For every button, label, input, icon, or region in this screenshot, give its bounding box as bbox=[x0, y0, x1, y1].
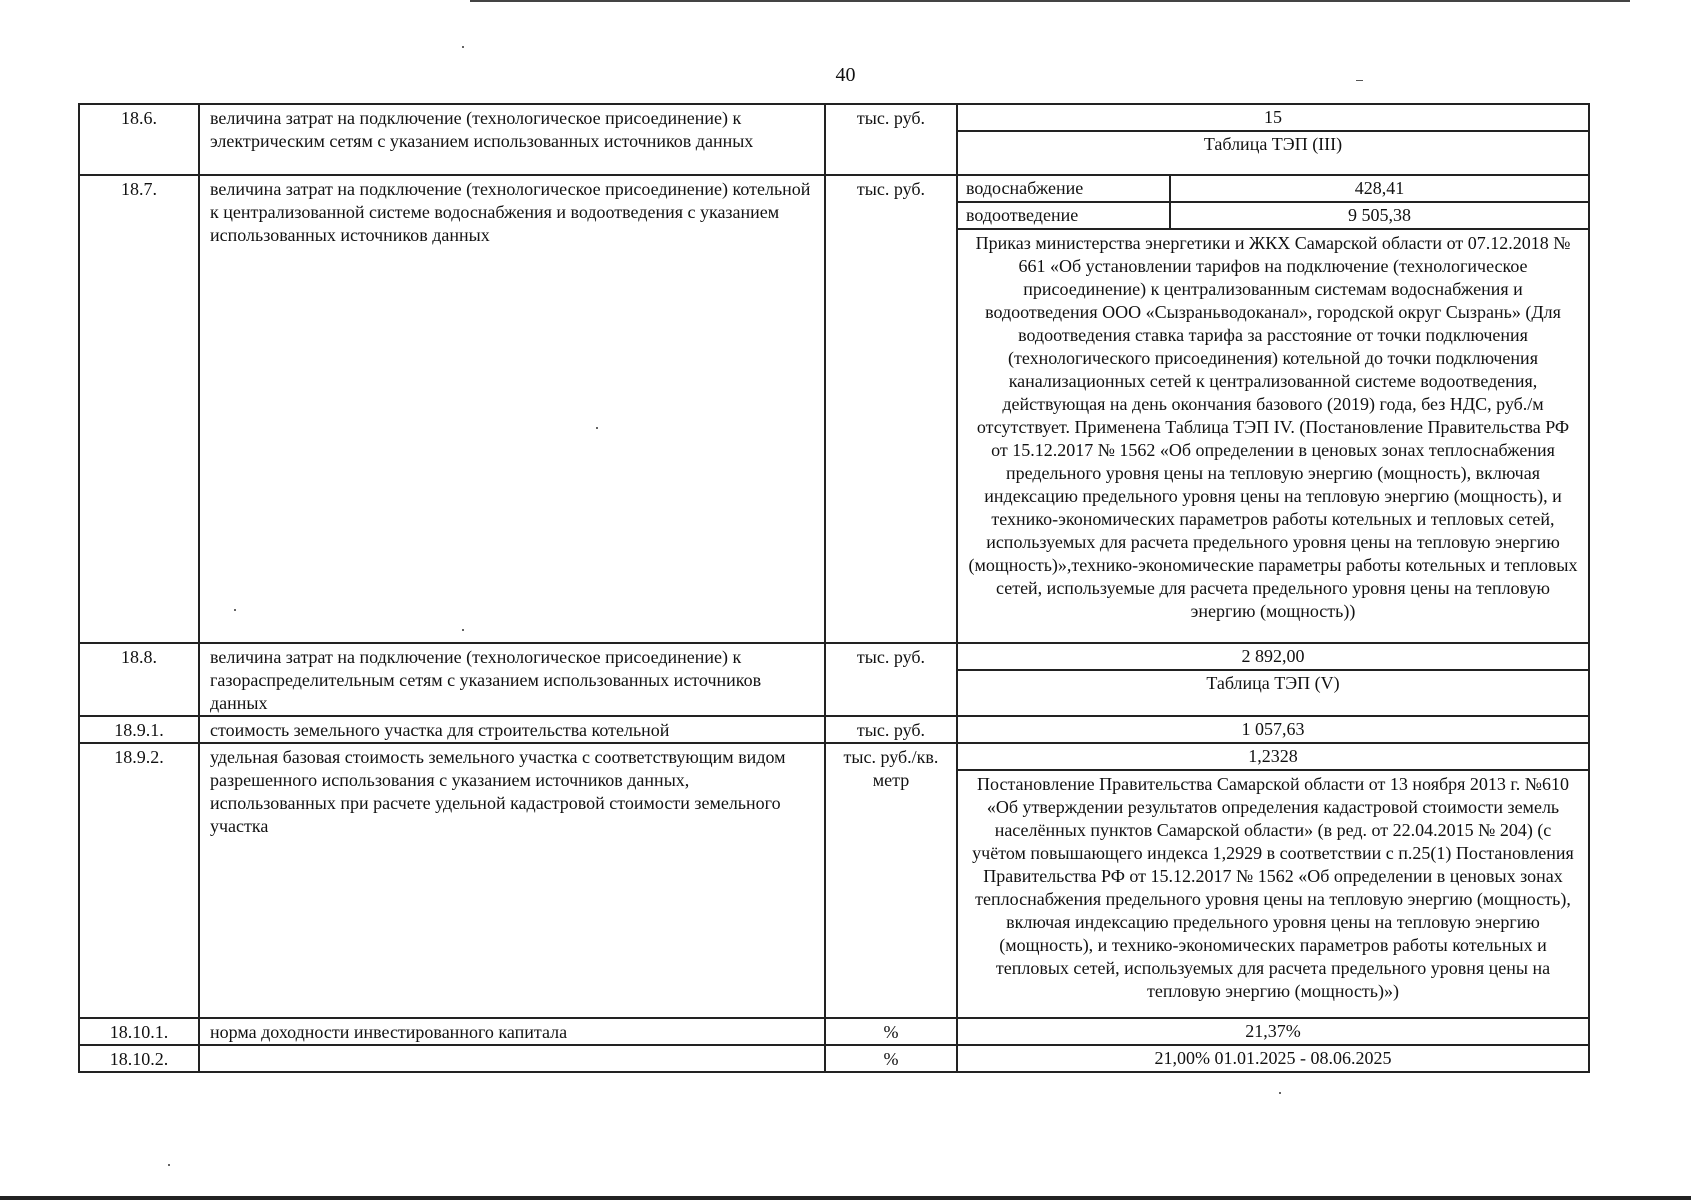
row-description: величина затрат на подключение (технологическое присоединение) к газораспределительным сетям с указанием использованных источников данных bbox=[199, 643, 825, 716]
row-unit: тыс. руб. bbox=[825, 104, 957, 175]
scan-dash bbox=[1356, 80, 1363, 81]
scan-speck bbox=[168, 1164, 170, 1166]
row-value: 21,00% 01.01.2025 - 08.06.2025 bbox=[1154, 1048, 1392, 1068]
row-unit: % bbox=[825, 1045, 957, 1072]
row-value-cell bbox=[957, 743, 1589, 1018]
water-supply-label: водоснабжение bbox=[958, 176, 1170, 202]
row-value: 2 892,00 bbox=[958, 644, 1588, 671]
row-value: 1 057,63 bbox=[1241, 719, 1305, 739]
row-description: удельная базовая стоимость земельного участка с соответствующим видом разрешенного использования с указанием источников данных, использованных при расчете удельной кадастровой стоимости земельного участка bbox=[199, 743, 825, 1018]
scan-bottom-edge bbox=[0, 1196, 1691, 1200]
row-source: Постановление Правительства Самарской области от 13 ноября 2013 г. №610 «Об утверждении результатов определения кадастровой стоимости земель населённых пунктов Самарской области» (в ред. от 22.04.2015 № 204) (с учётом повышающего индекса 1,2929 в соответствии с п.25(1) Постановления Правительства РФ от 15.12.2017 № 1562 «Об определении в ценовых зонах теплоснабжения предельного уровня цены на тепловую энергию (мощность), включая индексацию предельного уровня цены на тепловую энергию (мощность), и технико-экономических параметров работы котельных и тепловых сетей, используемых для расчета предельного уровня цены на тепловую энергию (мощность)») bbox=[972, 774, 1574, 1001]
row-value-cell bbox=[957, 104, 1589, 175]
row-description: норма доходности инвестированного капитала bbox=[199, 1018, 825, 1045]
scan-speck bbox=[1279, 1092, 1281, 1094]
table-row bbox=[79, 643, 1589, 716]
row-number: 18.9.1. bbox=[79, 716, 199, 743]
table-row bbox=[79, 175, 1589, 643]
row-value-cell bbox=[957, 175, 1589, 643]
drainage-label: водоотведение bbox=[958, 202, 1170, 229]
water-drain-subtable bbox=[958, 176, 1588, 230]
row-source: Таблица ТЭП (V) bbox=[1206, 673, 1340, 693]
row-number: 18.6. bbox=[79, 104, 199, 175]
subtable-row bbox=[958, 202, 1588, 229]
row-unit: тыс. руб./кв. метр bbox=[825, 743, 957, 1018]
row-value-cell bbox=[957, 716, 1589, 743]
row-description bbox=[199, 1045, 825, 1072]
table-row bbox=[79, 743, 1589, 1018]
row-source: Приказ министерства энергетики и ЖКХ Самарской области от 07.12.2018 № 661 «Об установлении тарифов на подключение (технологическое присоединение) к централизованным системам водоснабжения и водоотведения ООО «Сызраньводоканал», городской округ Сызрань» (Для водоотведения ставка тарифа за расстояние от точки подключения (технологического присоединения) котельной до точки подключения канализационных сетей к централизованной системе водоотведения, действующая на день окончания базового (2019) года, без НДС, руб./м отсутствует. Применена Таблица ТЭП IV. (Постановление Правительства РФ от 15.12.2017 № 1562 «Об определении в ценовых зонах теплоснабжения предельного уровня цены на тепловую энергию (мощность), включая индексацию предельного уровня цены на тепловую энергию (мощность), и технико-экономических параметров работы котельных и тепловых сетей, используемых для расчета предельного уровня цены на тепловую энергию (мощность)»,технико-экономические параметры работы котельных и тепловых сетей, используемые для расчета предельного уровня цены на тепловую энергию (мощность)) bbox=[968, 233, 1578, 621]
drainage-value: 9 505,38 bbox=[1170, 202, 1588, 229]
row-unit: тыс. руб. bbox=[825, 716, 957, 743]
row-value-cell bbox=[957, 1018, 1589, 1045]
row-number: 18.7. bbox=[79, 175, 199, 643]
row-value: 15 bbox=[958, 105, 1588, 132]
table-row bbox=[79, 1018, 1589, 1045]
table-row bbox=[79, 716, 1589, 743]
row-unit: тыс. руб. bbox=[825, 175, 957, 643]
indicators-table bbox=[78, 103, 1590, 1073]
row-unit: тыс. руб. bbox=[825, 643, 957, 716]
row-number: 18.10.1. bbox=[79, 1018, 199, 1045]
table-row bbox=[79, 1045, 1589, 1072]
row-source: Таблица ТЭП (III) bbox=[1203, 134, 1343, 154]
top-border-line bbox=[470, 0, 1630, 2]
row-description: величина затрат на подключение (технологическое присоединение) котельной к централизованной системе водоснабжения и водоотведения с указанием использованных источников данных bbox=[199, 175, 825, 643]
row-unit: % bbox=[825, 1018, 957, 1045]
row-number: 18.9.2. bbox=[79, 743, 199, 1018]
water-supply-value: 428,41 bbox=[1170, 176, 1588, 202]
subtable-row bbox=[958, 176, 1588, 202]
row-number: 18.10.2. bbox=[79, 1045, 199, 1072]
page-number: 40 bbox=[835, 64, 856, 86]
row-number: 18.8. bbox=[79, 643, 199, 716]
row-value-cell bbox=[957, 643, 1589, 716]
row-description: стоимость земельного участка для строительства котельной bbox=[199, 716, 825, 743]
scan-speck bbox=[462, 46, 464, 48]
row-value: 1,2328 bbox=[958, 744, 1588, 771]
table-row bbox=[79, 104, 1589, 175]
row-value: 21,37% bbox=[1245, 1021, 1301, 1041]
row-description: величина затрат на подключение (технологическое присоединение) к электрическим сетям с указанием использованных источников данных bbox=[199, 104, 825, 175]
row-value-cell bbox=[957, 1045, 1589, 1072]
